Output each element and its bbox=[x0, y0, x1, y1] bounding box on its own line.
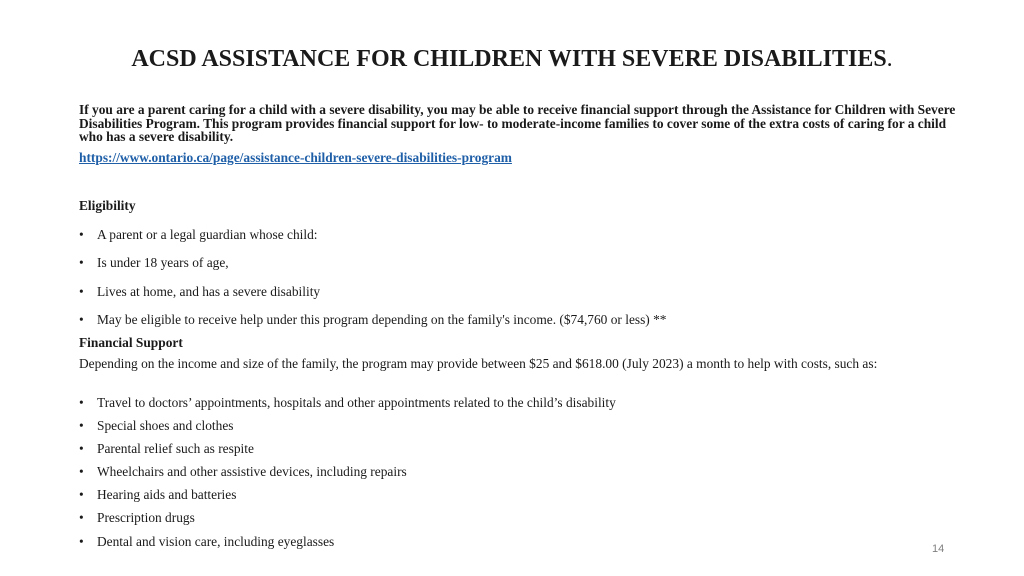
financial-item bbox=[79, 464, 407, 480]
bullet-mark: • bbox=[79, 487, 84, 502]
financial-item-text: Dental and vision care, including eyeglasses bbox=[97, 534, 335, 549]
financial-item bbox=[79, 441, 254, 457]
eligibility-item-text: May be eligible to receive help under this program depending on the family's income. ($74,760 or less) ** bbox=[97, 312, 667, 327]
financial-item-text: Wheelchairs and other assistive devices, including repairs bbox=[97, 464, 407, 479]
financial-item-text: Hearing aids and batteries bbox=[97, 487, 237, 502]
financial-item bbox=[79, 534, 334, 550]
bullet-mark: • bbox=[79, 534, 84, 549]
bullet-mark: • bbox=[79, 227, 84, 242]
bullet-mark: • bbox=[79, 418, 84, 433]
bullet-mark: • bbox=[79, 464, 84, 479]
eligibility-item-text: Is under 18 years of age, bbox=[97, 255, 229, 270]
slide-title-period: . bbox=[886, 46, 893, 72]
financial-support-paragraph: Depending on the income and size of the family, the program may provide between $25 and $618.00 (July 2023) a month to help with costs, such as: bbox=[79, 356, 878, 371]
bullet-mark: • bbox=[79, 510, 84, 525]
financial-item-text: Prescription drugs bbox=[97, 510, 195, 525]
eligibility-item bbox=[79, 284, 320, 300]
bullet-mark: • bbox=[79, 395, 84, 410]
financial-item bbox=[79, 418, 233, 434]
financial-item-text: Parental relief such as respite bbox=[97, 441, 254, 456]
financial-item-text: Travel to doctors’ appointments, hospitals and other appointments related to the child’s disability bbox=[97, 395, 616, 410]
program-link[interactable]: https://www.ontario.ca/page/assistance-children-severe-disabilities-program bbox=[79, 150, 512, 165]
page-number: 14 bbox=[932, 543, 945, 555]
eligibility-item-text: Lives at home, and has a severe disability bbox=[97, 284, 321, 299]
bullet-mark: • bbox=[79, 312, 84, 327]
eligibility-item-text: A parent or a legal guardian whose child: bbox=[97, 227, 318, 242]
financial-item bbox=[79, 510, 195, 526]
intro-paragraph: If you are a parent caring for a child with a severe disability, you may be able to receive financial support through the Assistance for Children with Severe Disabilities Program. This program provides financial support for low- to moderate-income families to cover some of the extra costs of caring for a child who has a severe disability. bbox=[79, 102, 956, 145]
eligibility-item bbox=[79, 312, 667, 328]
eligibility-item bbox=[79, 255, 229, 271]
financial-item bbox=[79, 395, 616, 411]
bullet-mark: • bbox=[79, 255, 84, 270]
eligibility-item bbox=[79, 227, 318, 243]
financial-support-heading: Financial Support bbox=[79, 335, 183, 350]
bullet-mark: • bbox=[79, 441, 84, 456]
bullet-mark: • bbox=[79, 284, 84, 299]
financial-item bbox=[79, 487, 236, 503]
eligibility-heading: Eligibility bbox=[79, 198, 136, 213]
slide-title-text: ACSD ASSISTANCE FOR CHILDREN WITH SEVERE DISABILITIES bbox=[131, 46, 887, 72]
financial-item-text: Special shoes and clothes bbox=[97, 418, 234, 433]
slide-title bbox=[0, 44, 1024, 74]
